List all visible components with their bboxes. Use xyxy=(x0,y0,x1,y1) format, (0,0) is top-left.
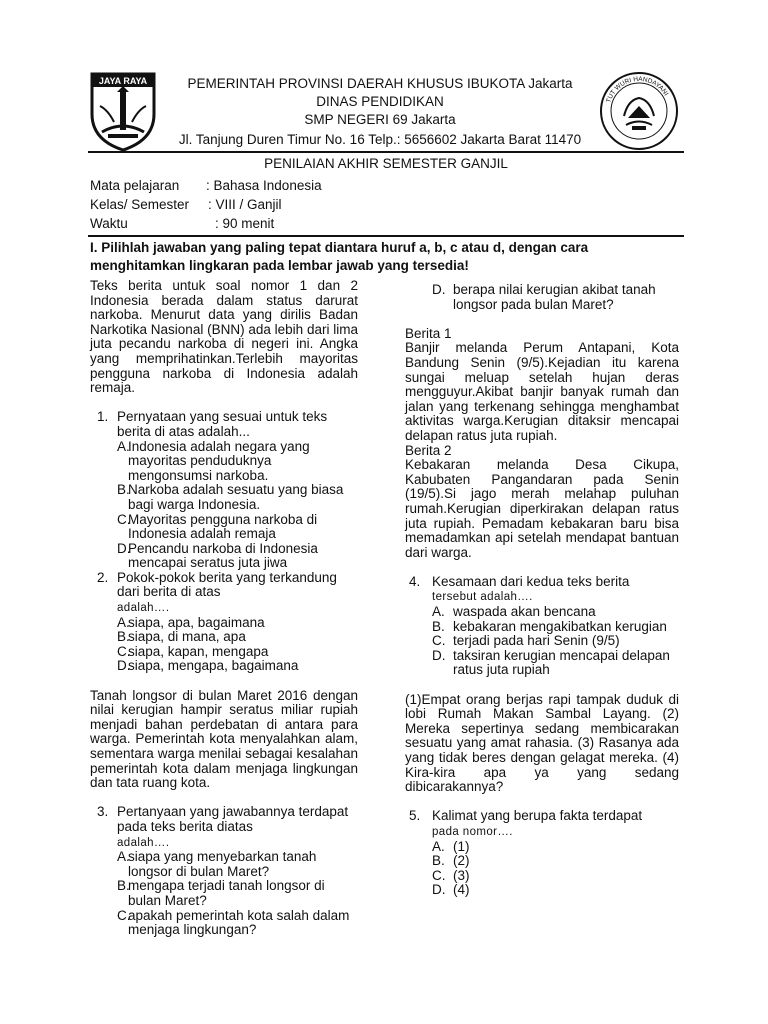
question-1 xyxy=(90,410,358,439)
question-number: 3. xyxy=(97,804,109,820)
question-4 xyxy=(405,575,679,605)
option-4b[interactable] xyxy=(405,620,679,635)
question-stem-tail: adalah…. xyxy=(117,836,170,849)
question-stem-tail: tersebut adalah…. xyxy=(432,591,533,604)
reading-text-2: Tanah longsor di bulan Maret 2016 dengan nilai kerugian hampir seratus miliar rupiah menjadi bahan perdebatan di antara para warga. Pemerintah kota menyalahkan alam, sementara warga menilai sebagai kesalahan pemerintah kota dalam menjaga lingkungan dan tata ruang kota. xyxy=(90,687,358,791)
question-5 xyxy=(405,809,679,839)
option-letter: A. xyxy=(432,604,445,620)
news-1-text: Banjir melanda Perum Antapani, Kota Bandung Senin (9/5).Kejadian itu karena sungai meluap setelah hujan deras mengguyur.Akibat banjir banyak rumah dan jalan yang terkenang sehingga menghambat aktivitas warga.Kerugian ditaksir mencapai delapan ratus juta rupiah. xyxy=(405,340,679,443)
header-divider xyxy=(88,151,684,153)
class-label: Kelas/ Semester xyxy=(90,197,190,212)
question-stem-tail: pada nomor…. xyxy=(432,825,513,838)
option-letter: C. xyxy=(117,511,131,527)
option-1a[interactable] xyxy=(90,440,358,484)
question-3 xyxy=(90,805,358,850)
option-letter: A. xyxy=(432,838,445,854)
option-text: mengapa terjadi tanah longsor di bulan Maret? xyxy=(128,878,325,908)
option-letter: B. xyxy=(432,618,445,634)
header-line-school: SMP NEGERI 69 Jakarta xyxy=(304,112,456,127)
option-1c[interactable] xyxy=(90,513,358,542)
reading-text-3: (1)Empat orang berjas rapi tampak duduk di lobi Rumah Makan Sambal Layang. (2) Mereka sepertinya sedang membicarakan sesuatu yang amat rahasia. (3) Rasanya ada yang tidak beres dengan gelagat mereka. (4) Kira-kira apa ya yang sedang dibicarakannya? xyxy=(405,691,679,795)
option-text: apakah pemerintah kota salah dalam menjaga lingkungan? xyxy=(128,907,350,938)
option-3b[interactable] xyxy=(90,879,358,908)
info-divider xyxy=(88,235,684,237)
option-3a[interactable] xyxy=(90,850,358,879)
header-line-government: PEMERINTAH PROVINSI DAERAH KHUSUS IBUKOTA Jakarta xyxy=(187,76,573,91)
subject-label: Mata pelajaran xyxy=(90,178,180,193)
question-number: 2. xyxy=(97,569,109,585)
subject-value: : Bahasa Indonesia xyxy=(206,178,322,193)
news-2-text: Kebakaran melanda Desa Cikupa, Kabubaten Pangandaran pada Senin (19/5).Si jago merah melahap puluhan rumah.Kerugian diperkirakan delapan ratus juta rupiah. Pemadam kebakaran baru bisa memadamkan api setelah mendapat bantuan dari warga. xyxy=(405,457,679,560)
option-1d[interactable] xyxy=(90,542,358,571)
option-text: Indonesia adalah negara yang mayoritas penduduknya mengonsumsi narkoba. xyxy=(128,438,310,483)
question-stem-tail: adalah…. xyxy=(117,602,170,615)
question-2 xyxy=(90,571,358,616)
exam-title: PENILAIAN AKHIR SEMESTER GANJIL xyxy=(264,156,508,171)
option-letter: B. xyxy=(117,878,130,894)
option-text: waspada akan bencana xyxy=(453,604,596,620)
time-value: : 90 menit xyxy=(215,216,275,231)
option-3d[interactable] xyxy=(405,283,679,312)
option-letter: B. xyxy=(117,629,130,645)
question-stem: Kesamaan dari kedua teks berita xyxy=(432,573,630,589)
header-line-address: Jl. Tanjung Duren Timur No. 16 Telp.: 5656602 Jakarta Barat 11470 xyxy=(178,132,582,147)
option-5d[interactable] xyxy=(405,883,679,898)
option-5c[interactable] xyxy=(405,869,679,884)
option-letter: B. xyxy=(117,482,130,498)
option-letter: C. xyxy=(432,633,446,649)
option-2c[interactable] xyxy=(90,645,358,660)
news-2-title: Berita 2 xyxy=(405,442,452,458)
logo-motto-text: TUT WURI HANDAYANI xyxy=(605,75,670,104)
right-column xyxy=(405,283,679,898)
question-number: 1. xyxy=(97,409,109,425)
option-letter: A. xyxy=(117,614,130,630)
question-stem: Kalimat yang berupa fakta terdapat xyxy=(432,808,643,824)
logo-motto: JAYA RAYA xyxy=(98,76,148,86)
option-text: Pencandu narkoba di Indonesia mencapai seratus juta jiwa xyxy=(128,540,318,571)
option-text: (2) xyxy=(453,853,470,869)
option-text: siapa, kapan, mengapa xyxy=(128,643,269,659)
option-letter: D. xyxy=(117,540,131,556)
option-text: siapa, di mana, apa xyxy=(128,629,246,645)
question-stem: Pertanyaan yang jawabannya terdapat pada teks berita diatas xyxy=(117,804,349,834)
option-5a[interactable] xyxy=(405,840,679,855)
option-text: siapa, apa, bagaimana xyxy=(128,614,265,630)
option-text: terjadi pada hari Senin (9/5) xyxy=(453,633,620,649)
question-number: 5. xyxy=(409,808,421,824)
option-3c[interactable] xyxy=(90,909,358,938)
instruction: I. Pilihlah jawaban yang paling tepat diantara huruf a, b, c atau d, dengan cara menghitamkan lingkaran pada lembar jawab yang tersedia! xyxy=(90,240,589,273)
option-letter: A. xyxy=(117,438,130,454)
option-letter: A. xyxy=(117,849,130,865)
option-letter: D. xyxy=(117,658,131,674)
option-letter: C. xyxy=(117,907,131,923)
reading-text-1: Teks berita untuk soal nomor 1 dan 2 Indonesia berada dalam status darurat narkoba. Menurut data yang dirilis Badan Narkotika Nasional (BNN) ada lebih dari lima juta pecandu narkoba di negeri ini. Angka yang memprihatinkan.Terlebih mayoritas pengguna narkoba di Indonesia adalah remaja. xyxy=(90,278,358,396)
option-letter: D. xyxy=(432,882,446,898)
option-text: siapa yang menyebarkan tanah longsor di bulan Maret? xyxy=(128,849,317,879)
option-letter: C. xyxy=(432,867,446,883)
option-2b[interactable] xyxy=(90,630,358,645)
option-letter: D. xyxy=(432,282,446,297)
question-stem: Pernyataan yang sesuai untuk teks berita di atas adalah... xyxy=(117,409,328,439)
option-letter: B. xyxy=(432,853,445,869)
option-text: siapa, mengapa, bagaimana xyxy=(128,658,299,674)
option-letter: D. xyxy=(432,647,446,663)
option-5b[interactable] xyxy=(405,854,679,869)
time-label: Waktu xyxy=(90,216,128,231)
option-text: (4) xyxy=(453,882,470,898)
news-1-title: Berita 1 xyxy=(405,325,452,341)
option-text: kebakaran mengakibatkan kerugian xyxy=(453,618,667,634)
class-value: : VIII / Ganjil xyxy=(208,197,282,212)
option-4c[interactable] xyxy=(405,634,679,649)
question-stem: Pokok-pokok berita yang terkandung dari berita di atas xyxy=(117,569,337,600)
question-number: 4. xyxy=(409,573,421,589)
option-text: (1) xyxy=(453,838,470,854)
option-2a[interactable] xyxy=(90,616,358,631)
option-4d[interactable] xyxy=(405,649,679,678)
option-text: Mayoritas pengguna narkoba di Indonesia adalah remaja xyxy=(128,511,318,542)
option-text: taksiran kerugian mencapai delapan ratus juta rupiah xyxy=(453,647,670,678)
option-letter: C. xyxy=(117,643,131,659)
option-text: berapa nilai kerugian akibat tanah longsor pada bulan Maret? xyxy=(453,282,656,312)
header-line-department: DINAS PENDIDIKAN xyxy=(316,94,444,109)
option-text: Narkoba adalah sesuatu yang biasa bagi warga Indonesia. xyxy=(128,482,344,512)
option-4a[interactable] xyxy=(405,605,679,620)
option-2d[interactable] xyxy=(90,659,358,674)
left-column xyxy=(90,279,358,938)
option-text: (3) xyxy=(453,867,470,883)
option-1b[interactable] xyxy=(90,483,358,512)
